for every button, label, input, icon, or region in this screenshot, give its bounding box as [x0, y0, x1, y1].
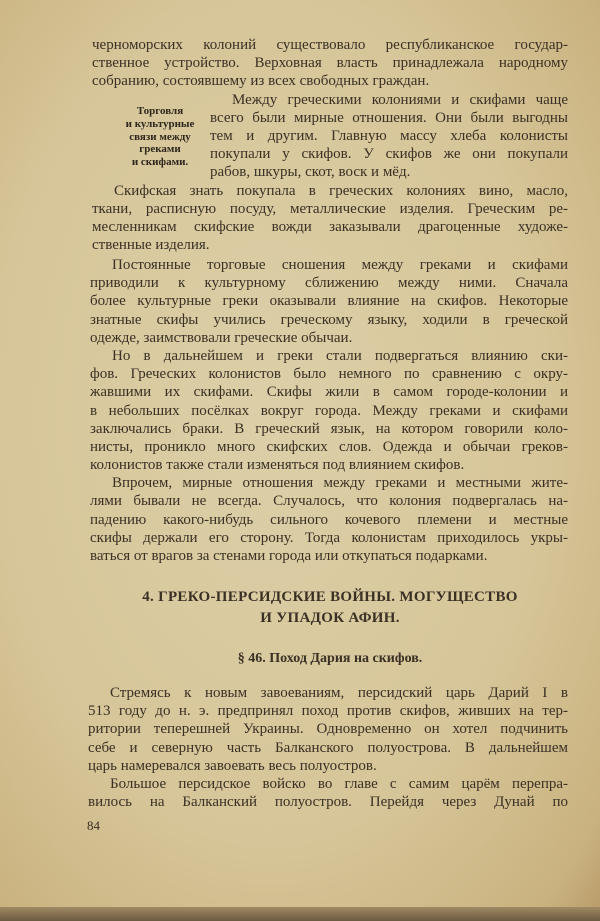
- text-line: рабов, шкуры, скот, воск и мёд.: [210, 164, 411, 181]
- text-line: лями бывали не всегда. Случалось, что колония подвергалась на-: [90, 493, 568, 510]
- text-line: месленникам скифские вожди заказывали драгоценные художе-: [92, 218, 568, 235]
- text-line: ваться от врагов за стенами города или откупаться подарками.: [90, 548, 488, 564]
- page-edge: [0, 907, 600, 921]
- text-line: ткани, расписную посуду, металлические изделия. Греческим ре-: [92, 200, 568, 217]
- paragraph: [88, 775, 568, 811]
- paragraph: [92, 36, 568, 91]
- margin-note-line: Торговля: [136, 105, 184, 117]
- text-line: более культурные греки оказывали влияние на скифов. Некоторые: [90, 293, 568, 310]
- text-block-middle: [90, 256, 568, 565]
- text-line: фов. Греческих колонистов было немного по сравнению с окру-: [90, 366, 568, 383]
- text-line: Между греческими колониями и скифами чаще: [232, 91, 568, 108]
- chapter-title: [60, 587, 600, 629]
- text-line: в небольших посёлках вокруг города. Между греками и скифами: [90, 402, 568, 419]
- text-line: Впрочем, мирные отношения между греками и местными жите-: [112, 475, 568, 492]
- paragraph: [90, 347, 568, 474]
- text-line: Большое персидское войско во главе с самим царём перепра-: [110, 775, 568, 792]
- text-line: царь намеревался завоевать весь полуостров.: [88, 757, 377, 774]
- chapter-title-line: 4. ГРЕКО-ПЕРСИДСКИЕ ВОЙНЫ. МОГУЩЕСТВО: [142, 589, 518, 605]
- paragraph: [90, 474, 568, 565]
- text-line: ственные изделия.: [92, 237, 210, 254]
- margin-note-line: греками: [139, 143, 181, 156]
- margin-note-line: и культурные: [125, 117, 195, 130]
- paragraph: [90, 256, 568, 347]
- chapter-title-line: И УПАДОК АФИН.: [260, 610, 400, 626]
- text-line: собранию, состоявшему из всех свободных граждан.: [92, 73, 430, 90]
- margin-note-line: и скифами.: [131, 156, 189, 169]
- text-line: одежде, заимствовали греческие обычаи.: [90, 329, 353, 346]
- text-line: знатные скифы учились греческому языку, ходили в греческой: [90, 311, 568, 328]
- margin-note-line: связи между: [129, 130, 191, 143]
- text-line: скифы держали его сторону. Тогда колонистам приходилось укры-: [90, 529, 568, 546]
- text-line: ритории теперешней Украины. Одновременно он хотел подчинить: [88, 721, 568, 738]
- text-line: жавшими их скифами. Скифы жили в самом городе-колонии и: [90, 384, 568, 401]
- text-line: Постоянные торговые сношения между греками и скифами: [112, 257, 568, 273]
- text-line: приводили к культурному сближению между ними. Сначала: [90, 275, 568, 292]
- text-line: нисты, проникло много скифских слов. Одежда и обычаи греков-: [90, 438, 568, 455]
- paragraph: [210, 91, 568, 182]
- text-line: себе и северную часть Балканского полуострова. В дальнейшем: [88, 739, 568, 756]
- text-line: вилось на Балканский полуостров. Перейдя через Дунай по: [88, 794, 568, 811]
- page-number: 84: [87, 818, 100, 833]
- margin-note: [112, 105, 208, 169]
- text-line: черноморских колоний существовало республиканское государ-: [92, 37, 568, 53]
- text-line: ственное устройство. Верховная власть принадлежала народному: [92, 55, 568, 72]
- text-line: колонистов также стали изменяться под влиянием скифов.: [90, 457, 465, 474]
- section-title: § 46. Поход Дария на скифов.: [237, 651, 423, 666]
- paragraph: [92, 182, 568, 255]
- text-line: 513 году до н. э. предпринял поход против скифов, живших на тер-: [88, 703, 568, 720]
- text-line: покупали у скифов. У скифов же они покупали: [210, 146, 568, 163]
- text-line: Скифская знать покупала в греческих колониях вино, масло,: [114, 182, 568, 199]
- text-line: падению какого-нибудь сильного кочевого племени и местные: [90, 511, 568, 528]
- text-line: Но в дальнейшем и греки стали подвергаться влиянию ски-: [112, 347, 568, 364]
- text-line: заключались браки. В греческий язык, на котором говорили коло-: [90, 420, 568, 437]
- text-line: всего были мирные отношения. Они были выгодны: [210, 109, 568, 126]
- text-block-bottom: [88, 684, 568, 811]
- text-line: тем и другим. Главную массу хлеба колонисты: [210, 127, 568, 144]
- text-line: Стремясь к новым завоеваниям, персидский царь Дарий I в: [110, 685, 568, 701]
- paragraph: [88, 684, 568, 775]
